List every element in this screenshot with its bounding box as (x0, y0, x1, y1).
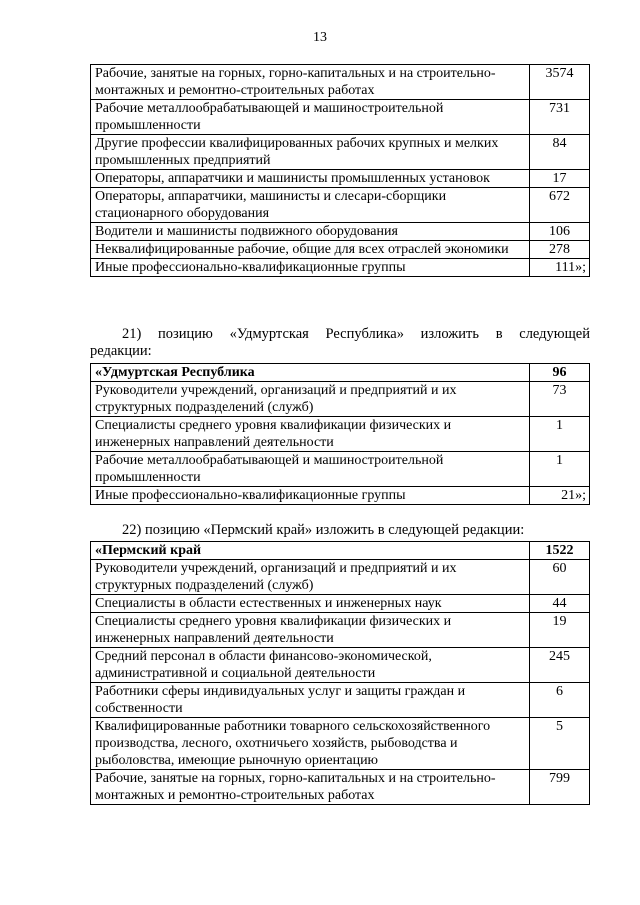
row-value: 799 (530, 770, 590, 805)
row-label: Рабочие металлообрабатывающей и машиностроительной промышленности (91, 452, 530, 487)
row-value: 44 (530, 595, 590, 613)
row-label: Специалисты среднего уровня квалификации физических и инженерных направлений деятельности (91, 613, 530, 648)
region-total: 1522 (530, 542, 590, 560)
table-row (91, 770, 590, 805)
table-row (91, 595, 590, 613)
perm-table (90, 541, 590, 805)
row-value: 84 (530, 135, 590, 170)
row-label: Руководители учреждений, организаций и предприятий и их структурных подразделений (служб) (91, 560, 530, 595)
row-value: 3574 (530, 65, 590, 100)
table-row (91, 65, 590, 100)
paragraph-21-line2: редакции: (90, 343, 152, 359)
paragraph-22 (90, 522, 590, 539)
table-row (91, 613, 590, 648)
row-value: 6 (530, 683, 590, 718)
page-number: 13 (313, 30, 327, 45)
table-row (91, 100, 590, 135)
row-value: 1 (530, 417, 590, 452)
row-label: Специалисты среднего уровня квалификации физических и инженерных направлений деятельности (91, 417, 530, 452)
row-value: 731 (530, 100, 590, 135)
udmurt-table (90, 363, 590, 505)
continued-table (90, 64, 590, 277)
table-row (91, 382, 590, 417)
row-label: Специалисты в области естественных и инженерных наук (91, 595, 530, 613)
table-row (91, 487, 590, 505)
row-value: 60 (530, 560, 590, 595)
table-row (91, 452, 590, 487)
row-label: Водители и машинисты подвижного оборудования (91, 223, 530, 241)
row-value: 21»; (530, 487, 590, 505)
row-value: 5 (530, 718, 590, 770)
row-label: Средний персонал в области финансово-экономической, административной и социальной деятельности (91, 648, 530, 683)
row-label: Операторы, аппаратчики, машинисты и слесари-сборщики стационарного оборудования (91, 188, 530, 223)
row-label: Рабочие, занятые на горных, горно-капитальных и на строительно-монтажных и ремонтно-строительных работах (91, 770, 530, 805)
row-value: 1 (530, 452, 590, 487)
row-value: 106 (530, 223, 590, 241)
row-value: 672 (530, 188, 590, 223)
row-value: 111»; (530, 259, 590, 277)
row-label: Иные профессионально-квалификационные группы (91, 259, 530, 277)
paragraph-21-line1: 21) позицию «Удмуртская Республика» изложить в следующей (122, 326, 590, 342)
table-row (91, 223, 590, 241)
row-value: 17 (530, 170, 590, 188)
table-header-row (91, 364, 590, 382)
row-label: Квалифицированные работники товарного сельскохозяйственного производства, лесного, охотничьего хозяйств, рыбоводства и рыболовства, имеющие рыночную ориентацию (91, 718, 530, 770)
table-row (91, 259, 590, 277)
table-row (91, 560, 590, 595)
row-label: Иные профессионально-квалификационные группы (91, 487, 530, 505)
region-name: «Удмуртская Республика (91, 364, 530, 382)
row-label: Другие профессии квалифицированных рабочих крупных и мелких промышленных предприятий (91, 135, 530, 170)
table-row (91, 135, 590, 170)
table-header-row (91, 542, 590, 560)
row-label: Неквалифицированные рабочие, общие для всех отраслей экономики (91, 241, 530, 259)
table-row (91, 170, 590, 188)
row-label: Рабочие металлообрабатывающей и машиностроительной промышленности (91, 100, 530, 135)
row-label: Рабочие, занятые на горных, горно-капитальных и на строительно-монтажных и ремонтно-строительных работах (91, 65, 530, 100)
region-name: «Пермский край (91, 542, 530, 560)
table-row (91, 683, 590, 718)
row-value: 245 (530, 648, 590, 683)
table-row (91, 417, 590, 452)
row-label: Операторы, аппаратчики и машинисты промышленных установок (91, 170, 530, 188)
row-label: Руководители учреждений, организаций и предприятий и их структурных подразделений (служб) (91, 382, 530, 417)
region-total: 96 (530, 364, 590, 382)
row-value: 19 (530, 613, 590, 648)
paragraph-21 (90, 326, 590, 360)
row-value: 278 (530, 241, 590, 259)
table-row (91, 648, 590, 683)
table-row (91, 241, 590, 259)
table-row (91, 188, 590, 223)
paragraph-22-line1: 22) позицию «Пермский край» изложить в следующей редакции: (122, 522, 525, 538)
row-value: 73 (530, 382, 590, 417)
table-row (91, 718, 590, 770)
row-label: Работники сферы индивидуальных услуг и защиты граждан и собственности (91, 683, 530, 718)
